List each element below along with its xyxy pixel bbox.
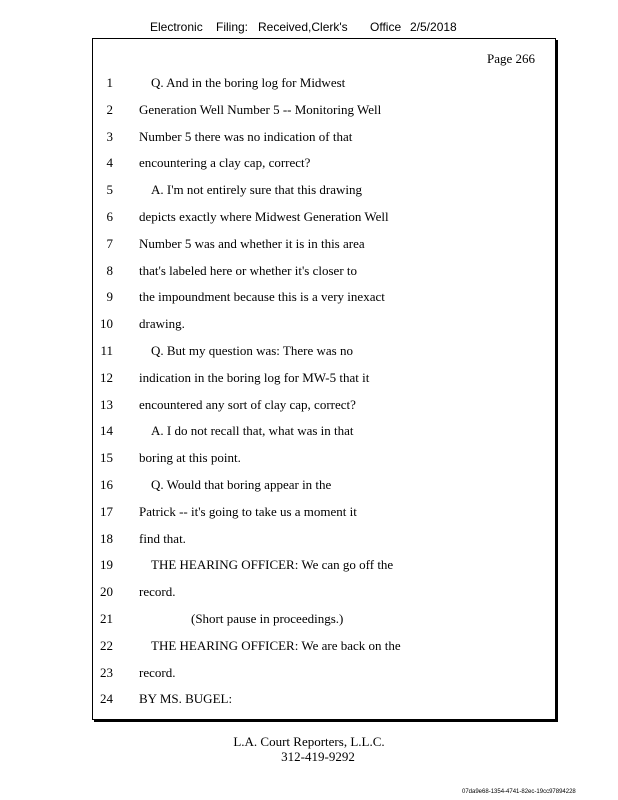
transcript-line: [93, 638, 553, 656]
footer-company: L.A. Court Reporters, L.L.C.: [233, 734, 385, 749]
line-text: that's labeled here or whether it's closer to: [139, 262, 358, 278]
transcript-line: [93, 584, 553, 602]
line-text: record.: [139, 584, 176, 600]
header-office: Office: [370, 20, 402, 34]
line-text: Number 5 there was no indication of that: [139, 128, 353, 144]
line-text: encountering a clay cap, correct?: [139, 155, 311, 171]
line-text: Number 5 was and whether it is in this area: [139, 235, 365, 251]
line-number: 23: [100, 664, 113, 680]
line-number: 20: [100, 584, 113, 600]
line-number: 8: [106, 262, 113, 278]
line-number: 1: [106, 75, 113, 90]
header-date: 2/5/2018: [410, 20, 457, 34]
line-text: THE HEARING OFFICER: We can go off the: [151, 557, 394, 573]
transcript-line: [93, 263, 553, 281]
line-number: 13: [100, 396, 113, 412]
header-received: Received,Clerk's: [258, 20, 348, 34]
line-text: Q. And in the boring log for Midwest: [151, 75, 346, 90]
line-number: 18: [100, 530, 113, 546]
line-number: 17: [100, 503, 113, 519]
line-number: 11: [100, 343, 113, 358]
line-text: THE HEARING OFFICER: We are back on the: [151, 637, 401, 653]
line-number: 22: [100, 637, 113, 653]
line-text: BY MS. BUGEL:: [139, 691, 233, 707]
line-number: 4: [106, 155, 113, 171]
line-number: 14: [100, 423, 113, 439]
line-number: 15: [100, 450, 113, 466]
line-text: depicts exactly where Midwest Generation Well: [139, 209, 389, 224]
transcript-line: [93, 155, 553, 173]
document-id: 07da9e68-1354-4741-82ec-19cc97894228: [462, 789, 576, 795]
line-text: encountered any sort of clay cap, correct?: [139, 396, 356, 412]
line-text: drawing.: [139, 316, 185, 332]
line-number: 7: [106, 235, 113, 251]
transcript-line: [93, 343, 553, 361]
transcript-line: [93, 129, 553, 147]
header-electronic: Electronic: [150, 20, 203, 34]
line-text: the impoundment because this is a very inexact: [139, 289, 385, 305]
page-number: Page 266: [486, 51, 535, 66]
line-text: A. I'm not entirely sure that this drawing: [151, 182, 363, 198]
transcript-line: [93, 397, 553, 415]
transcript-line: [93, 370, 553, 388]
line-number: 12: [100, 369, 113, 385]
transcript-line: [93, 316, 553, 334]
transcript-line: [93, 423, 553, 441]
footer-phone: 312-419-9292: [281, 749, 355, 764]
transcript-line: [93, 182, 553, 200]
line-number: 16: [100, 477, 113, 492]
line-text: A. I do not recall that, what was in that: [151, 423, 354, 439]
line-text: (Short pause in proceedings.): [191, 611, 344, 626]
line-text: find that.: [139, 530, 186, 546]
header-filing: Filing:: [216, 20, 249, 34]
transcript-page: [92, 38, 556, 720]
transcript-line: [93, 236, 553, 254]
transcript-line: [93, 209, 553, 227]
transcript-line: [93, 531, 553, 549]
transcript-line: [93, 450, 553, 468]
line-text: indication in the boring log for MW-5 that it: [139, 369, 370, 385]
filing-header: [148, 20, 468, 36]
line-text: record.: [139, 664, 176, 680]
line-number: 21: [100, 611, 113, 626]
transcript-line: [93, 665, 553, 683]
transcript-line: [93, 691, 553, 709]
transcript-line: [93, 557, 553, 575]
transcript-line: [93, 504, 553, 522]
line-number: 9: [106, 289, 113, 305]
line-number: 6: [106, 209, 113, 224]
line-text: Patrick -- it's going to take us a moment it: [139, 503, 357, 519]
line-text: Q. But my question was: There was no: [151, 343, 353, 358]
line-number: 10: [100, 316, 113, 332]
line-text: Generation Well Number 5 -- Monitoring Well: [139, 101, 382, 117]
transcript-line: [93, 477, 553, 495]
line-text: boring at this point.: [139, 450, 241, 466]
line-number: 5: [106, 182, 113, 198]
transcript-line: [93, 611, 553, 629]
transcript-line: [93, 75, 553, 93]
line-number: 2: [106, 101, 113, 117]
line-number: 19: [100, 557, 113, 573]
transcript-line: [93, 289, 553, 307]
line-number: 24: [100, 691, 113, 707]
line-number: 3: [106, 128, 113, 144]
line-text: Q. Would that boring appear in the: [151, 477, 332, 492]
transcript-line: [93, 102, 553, 120]
